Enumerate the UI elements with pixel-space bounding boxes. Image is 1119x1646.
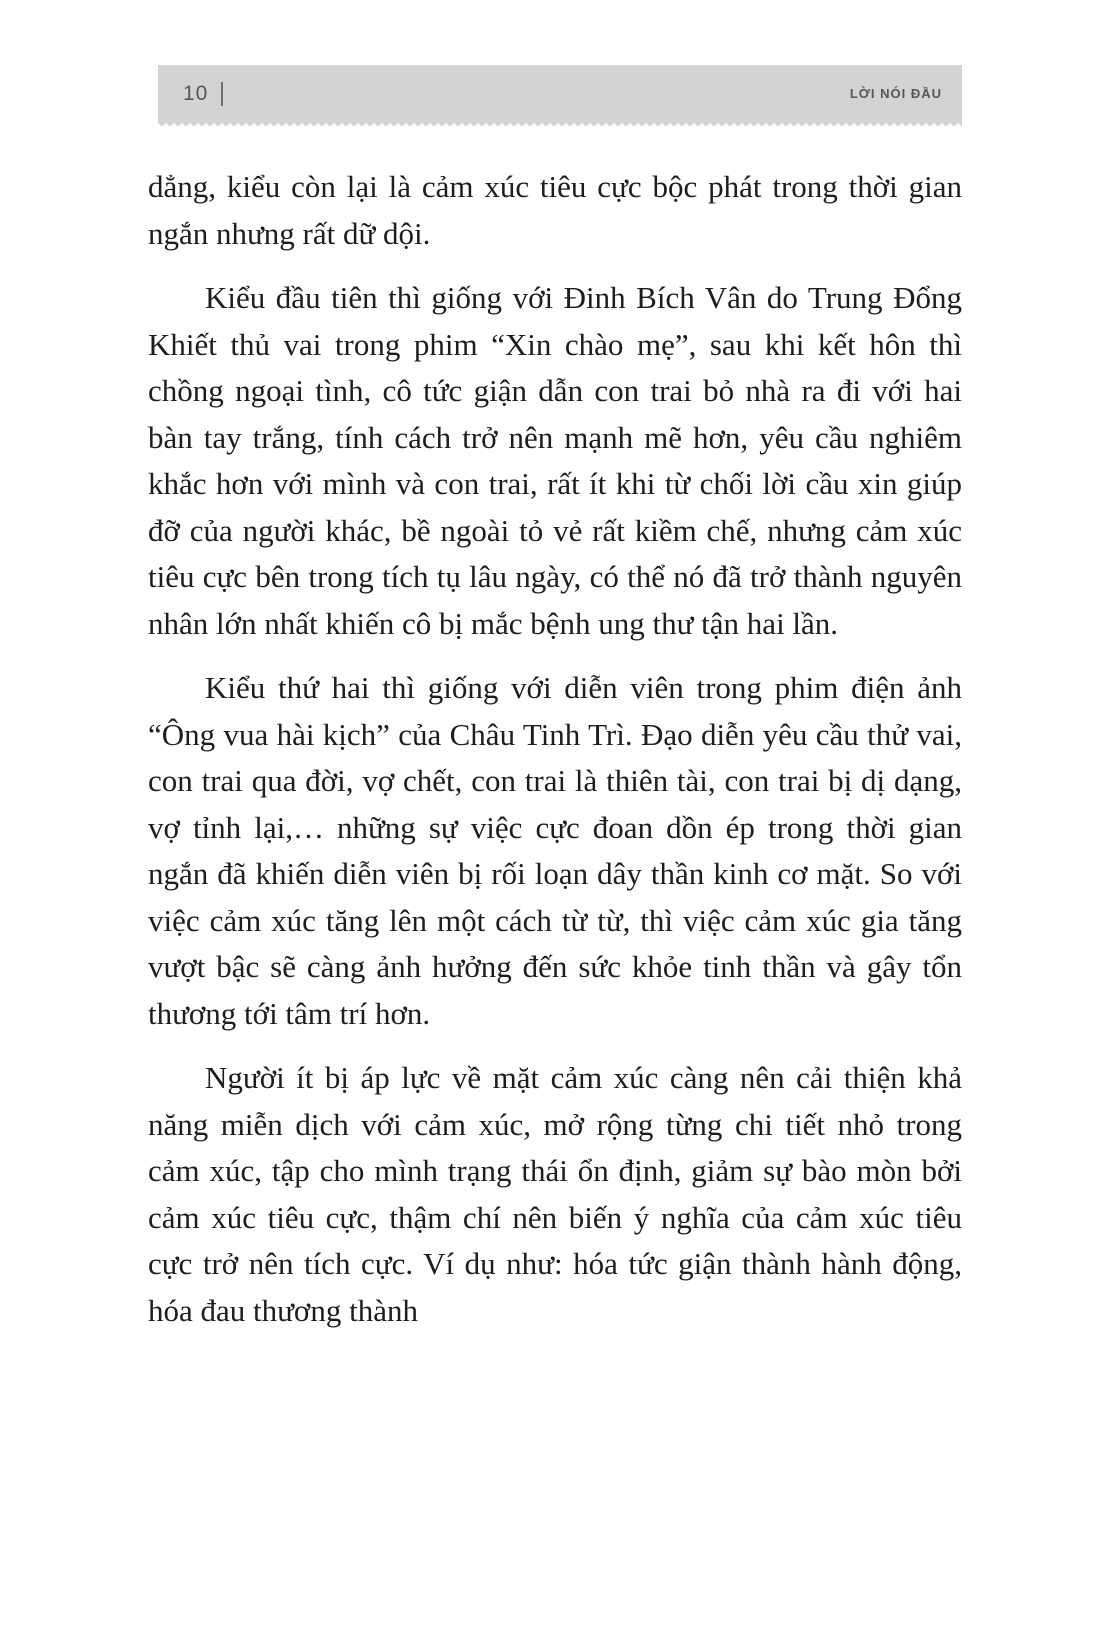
paragraph: Người ít bị áp lực về mặt cảm xúc càng nên cải thiện khả năng miễn dịch với cảm xúc, mở rộng từng chi tiết nhỏ trong cảm xúc, tập cho mình trạng thái ổn định, giảm sự bào mòn bởi cảm xúc tiêu cực, thậm chí nên biến ý nghĩa của cảm xúc tiêu cực trở nên tích cực. Ví dụ như: hóa tức giận thành hành động, hóa đau thương thành — [148, 1060, 962, 1328]
content-column — [148, 65, 962, 1352]
running-header — [158, 65, 962, 122]
paragraph: Kiểu đầu tiên thì giống với Đinh Bích Vân do Trung Đổng Khiết thủ vai trong phim “Xin chào mẹ”, sau khi kết hôn thì chồng ngoại tình, cô tức giận dẫn con trai bỏ nhà ra đi với hai bàn tay trắng, tính cách trở nên mạnh mẽ hơn, yêu cầu nghiêm khắc hơn với mình và con trai, rất ít khi từ chối lời cầu xin giúp đỡ của người khác, bề ngoài tỏ vẻ rất kiềm chế, nhưng cảm xúc tiêu cực bên trong tích tụ lâu ngày, có thể nó đã trở thành nguyên nhân lớn nhất khiến cô bị mắc bệnh ung thư tận hai lần. — [148, 280, 962, 641]
running-title: LỜI NÓI ĐẦU — [849, 86, 942, 101]
header-left-group — [183, 82, 223, 106]
page-number: 10 — [183, 81, 209, 105]
page-body — [148, 164, 962, 1334]
perforated-edge — [158, 122, 962, 127]
paragraph: dẳng, kiểu còn lại là cảm xúc tiêu cực bộc phát trong thời gian ngắn nhưng rất dữ dội. — [148, 169, 962, 251]
header-divider — [221, 82, 223, 106]
paragraph: Kiểu thứ hai thì giống với diễn viên trong phim điện ảnh “Ông vua hài kịch” của Châu Tinh Trì. Đạo diễn yêu cầu thử vai, con trai qua đời, vợ chết, con trai là thiên tài, con trai bị dị dạng, vợ tỉnh lại,… những sự việc cực đoan dồn ép trong thời gian ngắn đã khiến diễn viên bị rối loạn dây thần kinh cơ mặt. So với việc cảm xúc tăng lên một cách từ từ, thì việc cảm xúc gia tăng vượt bậc sẽ càng ảnh hưởng đến sức khỏe tinh thần và gây tổn thương tới tâm trí hơn. — [148, 670, 962, 1031]
